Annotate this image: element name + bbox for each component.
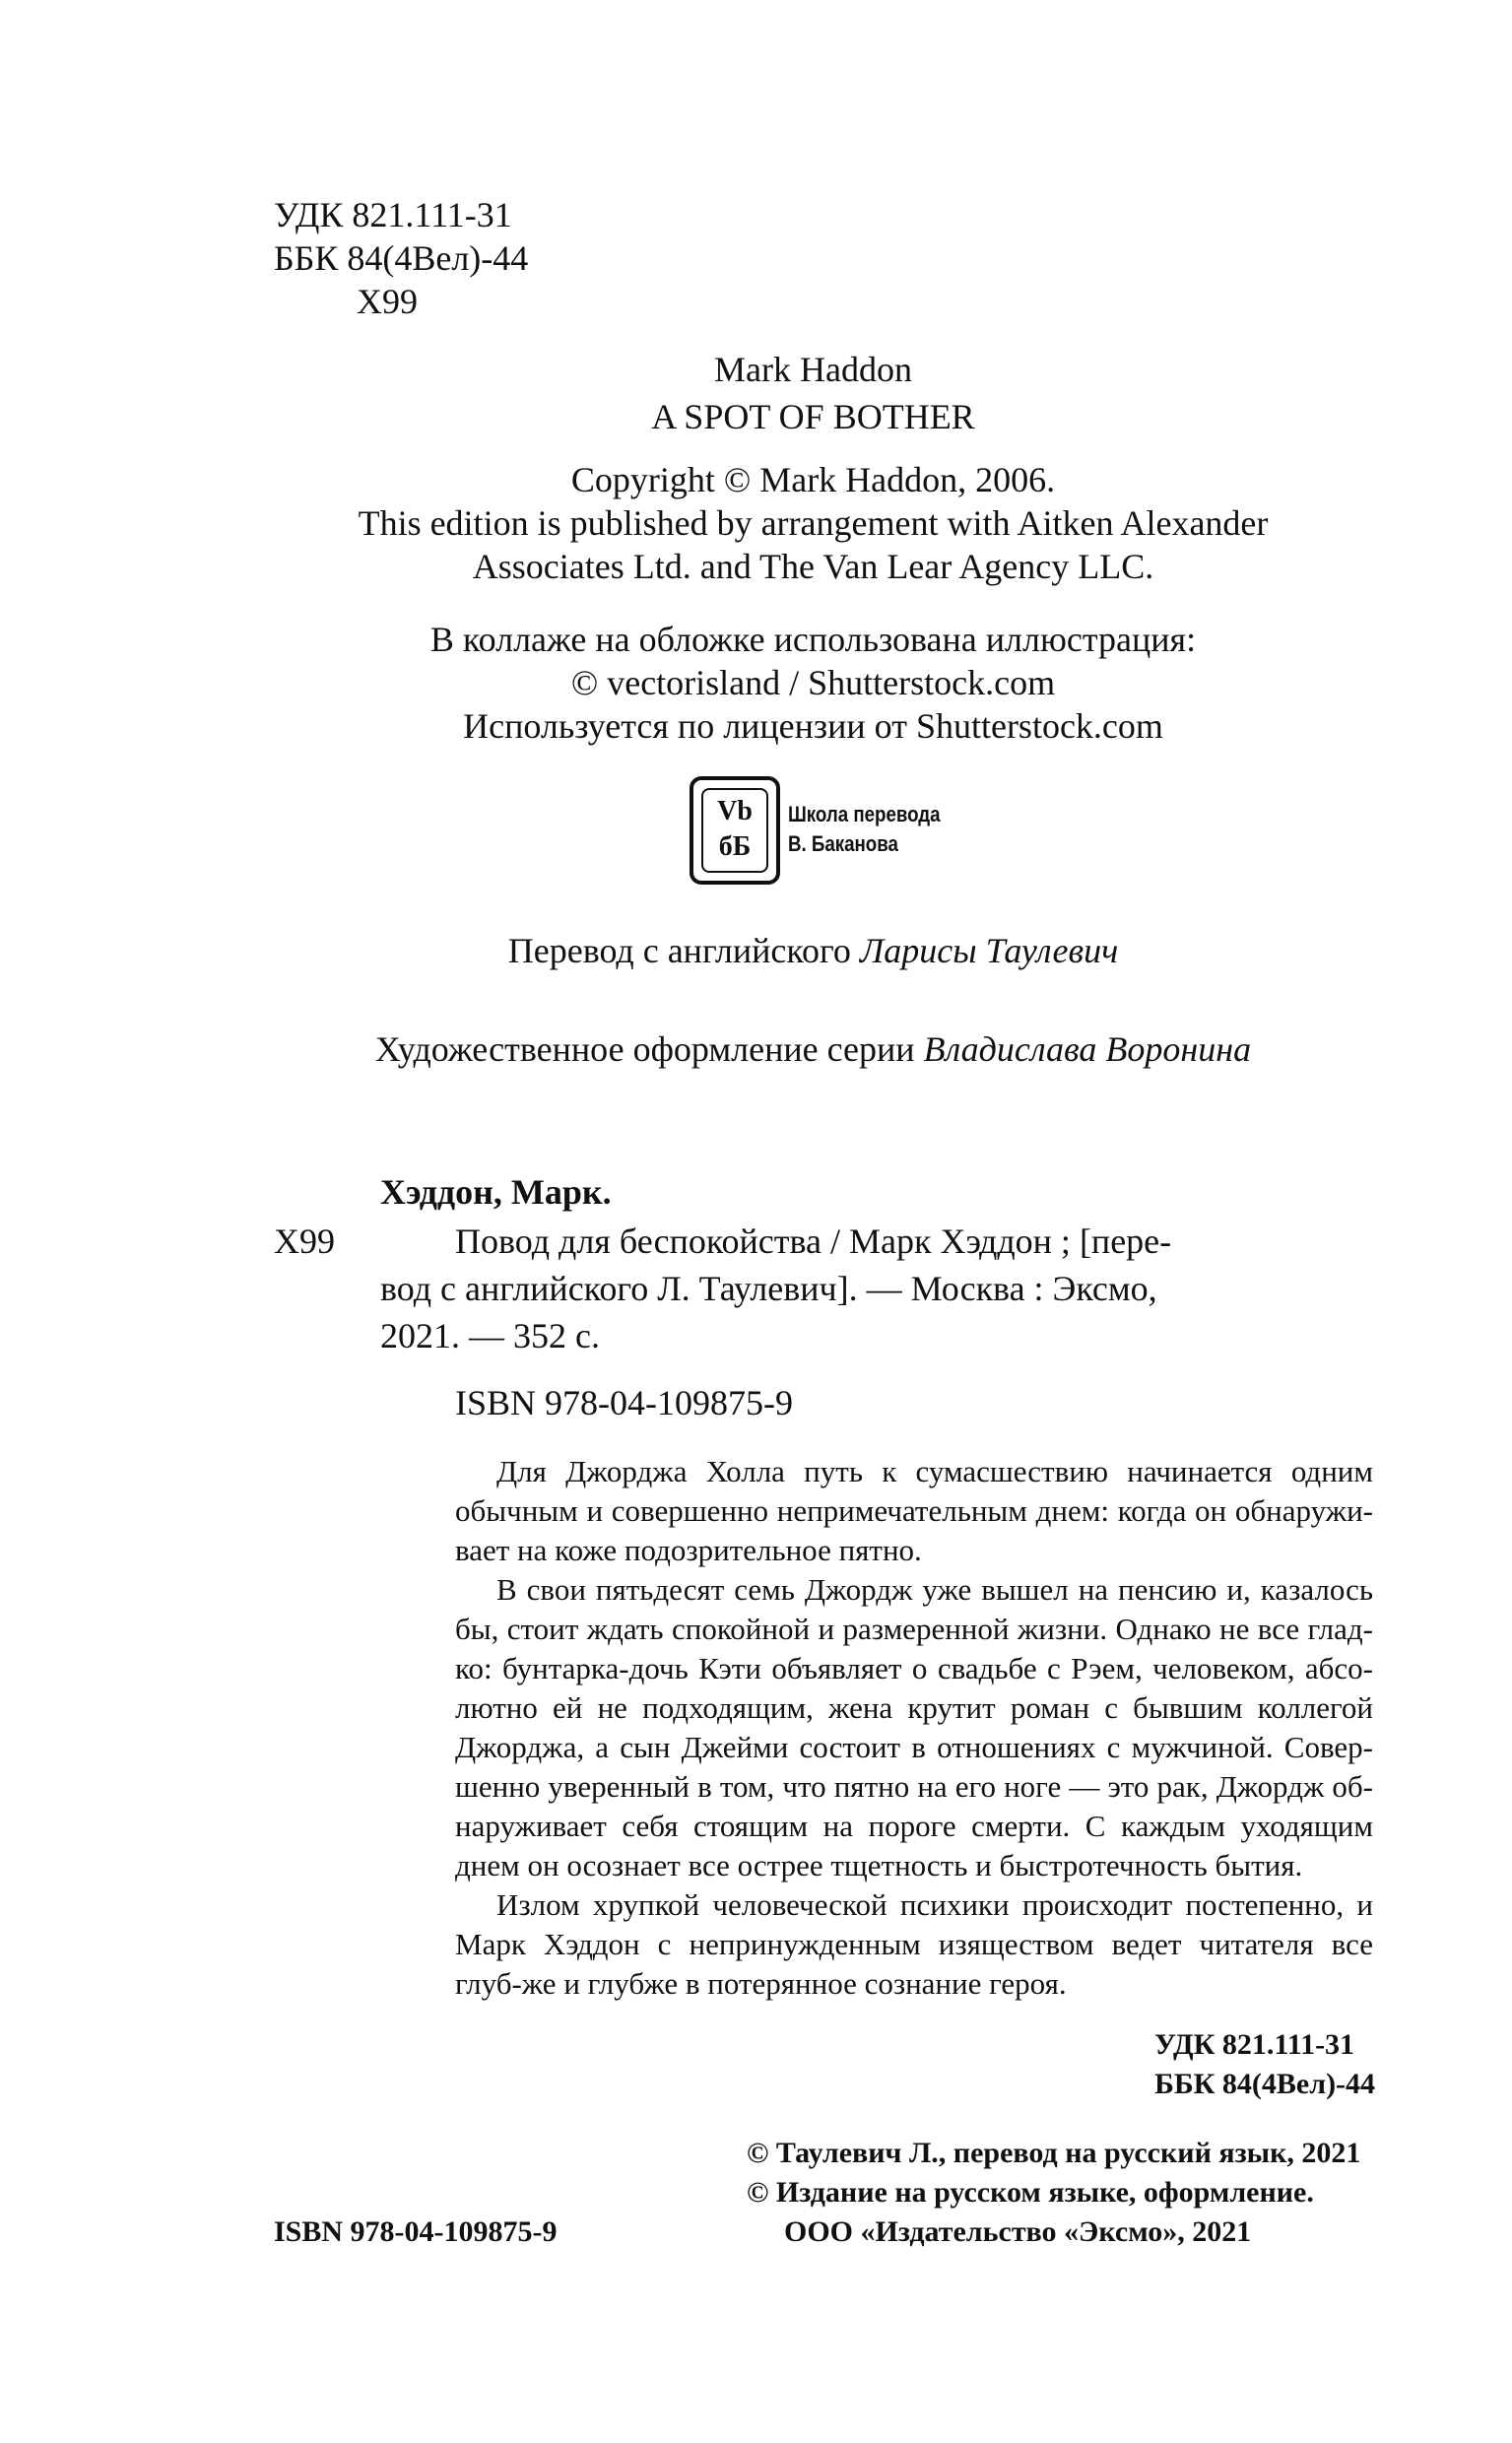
logo-caption-line-1: Школа перевода	[788, 802, 941, 826]
translation-school-logo	[690, 776, 780, 885]
annotation-paragraph-2: В свои пятьдесят семь Джордж уже вышел на пенсию и, казалось бы, стоит ждать спокойной и размеренной жизни. Однако не все глад-ко: бунтарка-дочь Кэти объявляет о свадьбе с Рэем, человеком, абсо-лютно ей не подходящим, жена крутит роман с бывшим коллегой Джорджа, а сын Джейми состоит в отношениях с мужчиной. Совер-шенно уверенный в том, что пятно на его ноге — это рак, Джордж об-наруживает себя стоящим на пороге смерти. С каждым уходящим днем он осознает все острее тщетность и быстротечность бытия.	[455, 1572, 1373, 1882]
copyright-line-2: This edition is published by arrangement with Aitken Alexander	[358, 503, 1269, 543]
footer-copyright-translation: © Таулевич Л., перевод на русский язык, 2021	[747, 2137, 1361, 2169]
copyright-line-3: Associates Ltd. and The Van Lear Agency LLC.	[472, 547, 1154, 586]
translation-prefix: Перевод с английского	[507, 931, 860, 970]
logo-caption-line-2: В. Баканова	[788, 831, 898, 856]
original-author: Mark Haddon	[714, 350, 912, 389]
copyright-line-1: Copyright © Mark Haddon, 2006.	[570, 460, 1056, 499]
bbk-code: ББК 84(4Вел)-44	[274, 238, 529, 278]
udk-code: УДК 821.111-31	[274, 195, 512, 234]
designer-name: Владислава Воронина	[923, 1029, 1252, 1069]
annotation-paragraph-1: Для Джорджа Холла путь к сумасшествию начинается одним обычным и совершенно непримечательным днем: когда он обнаружи-вает на коже подозрительное пятно.	[455, 1454, 1373, 1567]
translator-name: Ларисы Таулевич	[859, 931, 1119, 970]
cover-credit-line-3: Используется по лицензии от Shutterstock.com	[463, 706, 1163, 746]
record-line-3: 2021. — 352 с.	[380, 1316, 600, 1355]
footer-publisher: ООО «Издательство «Эксмо», 2021	[784, 2215, 1252, 2248]
original-title: A SPOT OF BOTHER	[651, 397, 975, 436]
footer-bbk: ББК 84(4Вел)-44	[1154, 2068, 1376, 2100]
record-isbn: ISBN 978-04-109875-9	[455, 1383, 793, 1422]
translation-credit	[57, 930, 1512, 971]
design-prefix: Художественное оформление серии	[374, 1029, 924, 1069]
record-mark: Х99	[274, 1222, 335, 1261]
cover-credit-line-2: © vectorisland / Shutterstock.com	[570, 663, 1056, 702]
record-line-2: вод с английского Л. Таулевич]. — Москва : Эксмо,	[380, 1269, 1157, 1308]
logo-caption	[788, 800, 941, 859]
footer-isbn: ISBN 978-04-109875-9	[274, 2215, 558, 2248]
footer-udk: УДК 821.111-31	[1154, 2028, 1355, 2061]
author-mark: Х99	[357, 282, 418, 321]
design-credit	[57, 1028, 1512, 1070]
annotation-paragraph-3: Излом хрупкой человеческой психики происходит постепенно, и Марк Хэддон с непринужденным изяществом ведет читателя все глуб-же и глубже в потерянное сознание героя.	[455, 1887, 1373, 2001]
cover-credit-line-1: В коллаже на обложке использована иллюстрация:	[429, 620, 1197, 659]
logo-mark: Vb бБ	[701, 788, 768, 873]
record-line-1: Повод для беспокойства / Марк Хэддон ; [пере-	[455, 1222, 1172, 1261]
record-heading: Хэддон, Марк.	[380, 1172, 612, 1212]
footer-copyright-edition: © Издание на русском языке, оформление.	[747, 2176, 1314, 2209]
